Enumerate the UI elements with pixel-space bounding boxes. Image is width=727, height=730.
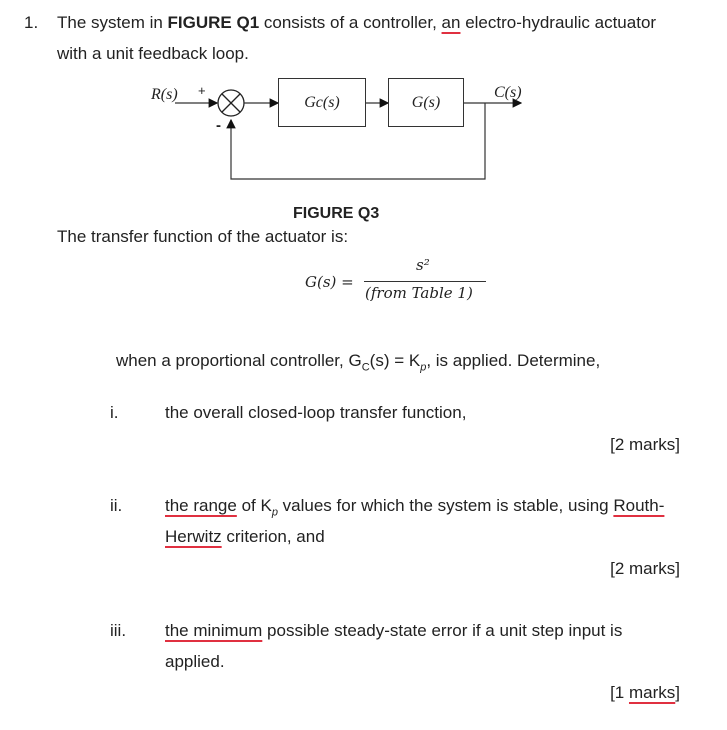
- intro-end: electro-hydraulic actuator: [460, 13, 657, 32]
- transfer-lhs: G(s) =: [305, 273, 354, 291]
- part-iii-ul: the minimum: [165, 621, 263, 640]
- part-ii-marks: [2 marks]: [610, 559, 680, 578]
- intro-an: an: [441, 13, 461, 32]
- when-mid: (s) = K: [369, 351, 421, 370]
- transfer-denominator: (from Table 1): [365, 284, 473, 302]
- intro-post: consists of a controller,: [259, 13, 442, 32]
- when-text: [116, 351, 600, 373]
- output-label: C(s): [494, 84, 522, 101]
- block-diagram: [0, 0, 727, 200]
- question-number: 1.: [24, 13, 39, 32]
- figure-caption: FIGURE Q3: [293, 205, 380, 222]
- part-iii-marks-post: ]: [675, 683, 680, 702]
- part-iii-marks-pre: [1: [610, 683, 629, 702]
- intro-pre: The system in: [57, 13, 168, 32]
- part-ii-ul2: Routh-: [613, 496, 665, 515]
- part-iii-marks: [610, 683, 680, 703]
- part-iii-marks-ul: marks: [628, 683, 676, 702]
- when-post: , is applied. Determine,: [426, 351, 601, 370]
- part-ii-b: values for which the system is stable, using: [277, 496, 614, 515]
- plus-sign: +: [198, 83, 206, 98]
- part-i-text: the overall closed-loop transfer function,: [165, 403, 467, 422]
- when-sub-p: p: [420, 361, 427, 374]
- part-iii-main: possible steady-state error if a unit step input is: [262, 621, 623, 640]
- intro-bold: FIGURE Q1: [167, 13, 260, 32]
- part-ii-ul1: the range: [165, 496, 237, 515]
- part-ii-text: [165, 496, 664, 518]
- part-ii-a: of K: [236, 496, 272, 515]
- transfer-numerator: s²: [416, 256, 430, 274]
- input-label: R(s): [151, 86, 178, 103]
- controller-block: Gc(s): [278, 78, 366, 127]
- part-iii-line2: applied.: [165, 652, 225, 671]
- transfer-intro: The transfer function of the actuator is:: [57, 227, 349, 246]
- question-intro-line2: with a unit feedback loop.: [57, 44, 249, 63]
- part-ii-line2: [165, 527, 325, 547]
- when-sub-c: C: [361, 361, 370, 374]
- part-ii-label: ii.: [110, 496, 123, 515]
- part-iii-text: [165, 621, 622, 641]
- part-i-marks: [2 marks]: [610, 435, 680, 454]
- part-ii-sub-p: p: [271, 506, 278, 519]
- part-i-label: i.: [110, 403, 119, 422]
- minus-sign: -: [216, 117, 221, 134]
- part-ii-line2-text: criterion, and: [221, 527, 325, 546]
- plant-block: G(s): [388, 78, 464, 127]
- part-iii-label: iii.: [110, 621, 127, 640]
- when-pre: when a proportional controller, G: [116, 351, 362, 370]
- fraction-bar: [364, 281, 486, 282]
- part-ii-line2-ul: Herwitz: [165, 527, 222, 546]
